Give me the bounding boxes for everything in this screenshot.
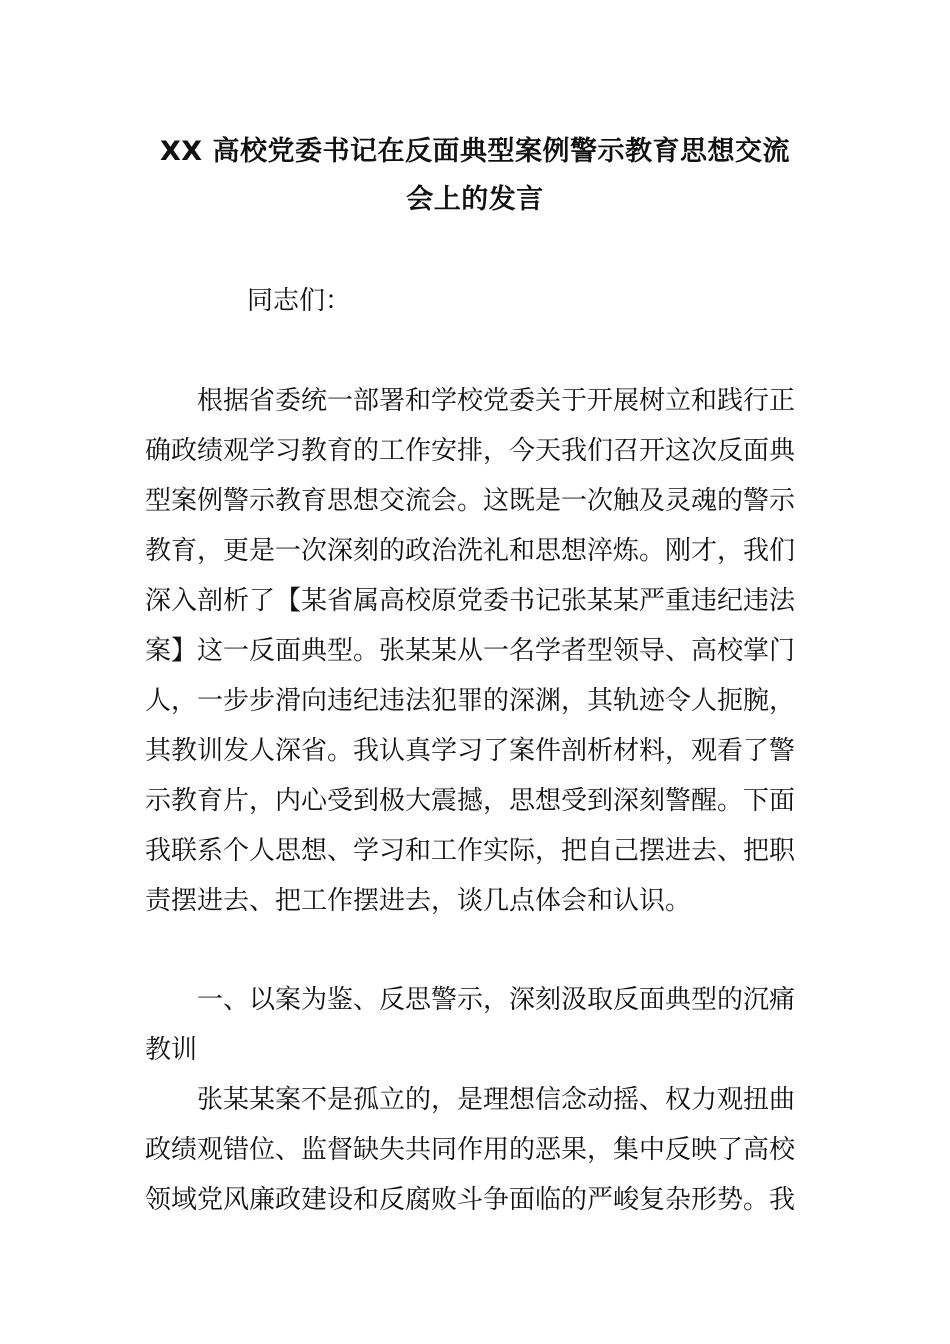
paragraph-2 [145,1075,810,1225]
paragraph-line: 深入剖析了【某省属高校原党委书记张某某严重违纪违法 [145,586,796,616]
paragraph-line: 领域党风廉政建设和反腐败斗争面临的严峻复杂形势。我 [145,1185,796,1215]
paragraph-line: 示教育片，内心受到极大震撼，思想受到深刻警醒。下面 [145,786,796,816]
paragraph-line: 人，一步步滑向违纪违法犯罪的深渊，其轨迹令人扼腕， [145,686,796,716]
document-title [145,128,805,224]
paragraph-line: 责摆进去、把工作摆进去，谈几点体会和认识。 [145,886,692,916]
paragraph-line: 政绩观错位、监督缺失共同作用的恶果，集中反映了高校 [145,1135,796,1165]
title-line-2: 会上的发言 [406,184,544,215]
salutation: 同志们： [247,286,352,316]
title-line-1: XX 高校党委书记在反面典型案例警示教育思想交流 [159,136,791,167]
heading-line: 一、以案为鉴、反思警示，深刻汲取反面典型的沉痛 [197,985,796,1015]
paragraph-line: 张某某案不是孤立的，是理想信念动摇、权力观扭曲 [197,1085,796,1115]
paragraph-line: 型案例警示教育思想交流会。这既是一次触及灵魂的警示 [145,486,796,516]
paragraph-line: 教育，更是一次深刻的政治洗礼和思想淬炼。刚才，我们 [145,536,796,566]
paragraph-line: 其教训发人深省。我认真学习了案件剖析材料，观看了警 [145,736,796,766]
paragraph-1 [145,376,810,926]
heading-line: 教训 [145,1035,198,1065]
paragraph-line: 根据省委统一部署和学校党委关于开展树立和践行正 [197,386,796,416]
paragraph-line: 确政绩观学习教育的工作安排，今天我们召开这次反面典 [145,436,796,466]
paragraph-line: 我联系个人思想、学习和工作实际，把自己摆进去、把职 [145,836,796,866]
section-heading-1 [145,975,810,1075]
paragraph-line: 案】这一反面典型。张某某从一名学者型领导、高校掌门 [145,636,796,666]
